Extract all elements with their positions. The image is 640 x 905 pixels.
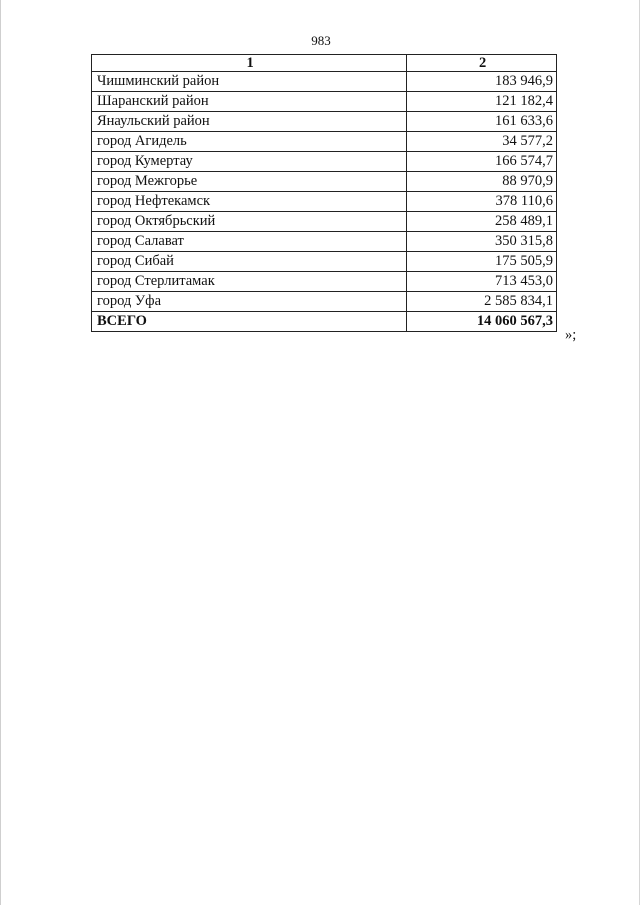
closing-quote-mark: »; [565,327,577,343]
page-number: 983 [311,33,331,48]
total-label: ВСЕГО [92,312,407,332]
row-name: Янаульский район [92,112,407,132]
table-row [92,292,557,312]
row-value: 88 970,9 [407,172,557,192]
total-value: 14 060 567,3 [407,312,557,332]
row-value: 121 182,4 [407,92,557,112]
row-value: 161 633,6 [407,112,557,132]
row-name: город Межгорье [92,172,407,192]
column-header-2: 2 [407,55,557,72]
row-value: 2 585 834,1 [407,292,557,312]
row-name: город Октябрьский [92,212,407,232]
table-row [92,112,557,132]
row-value: 378 110,6 [407,192,557,212]
row-value: 175 505,9 [407,252,557,272]
row-value: 258 489,1 [407,212,557,232]
row-name: город Салават [92,232,407,252]
row-name: город Нефтекамск [92,192,407,212]
table-row [92,172,557,192]
row-name: Чишминский район [92,72,407,92]
table-row [92,92,557,112]
row-name: город Кумертау [92,152,407,172]
table-row [92,192,557,212]
row-value: 713 453,0 [407,272,557,292]
row-value: 350 315,8 [407,232,557,252]
column-header-1: 1 [92,55,407,72]
row-name: город Уфа [92,292,407,312]
row-value: 183 946,9 [407,72,557,92]
table-row [92,212,557,232]
table-row [92,132,557,152]
row-value: 34 577,2 [407,132,557,152]
table-row [92,252,557,272]
row-name: город Агидель [92,132,407,152]
table-row [92,232,557,252]
table-row [92,272,557,292]
row-name: Шаранский район [92,92,407,112]
table-row [92,152,557,172]
row-name: город Сибай [92,252,407,272]
total-row [92,312,557,332]
row-name: город Стерлитамак [92,272,407,292]
table-row [92,72,557,92]
table-header-row [92,55,557,72]
row-value: 166 574,7 [407,152,557,172]
allocation-table [91,54,557,332]
